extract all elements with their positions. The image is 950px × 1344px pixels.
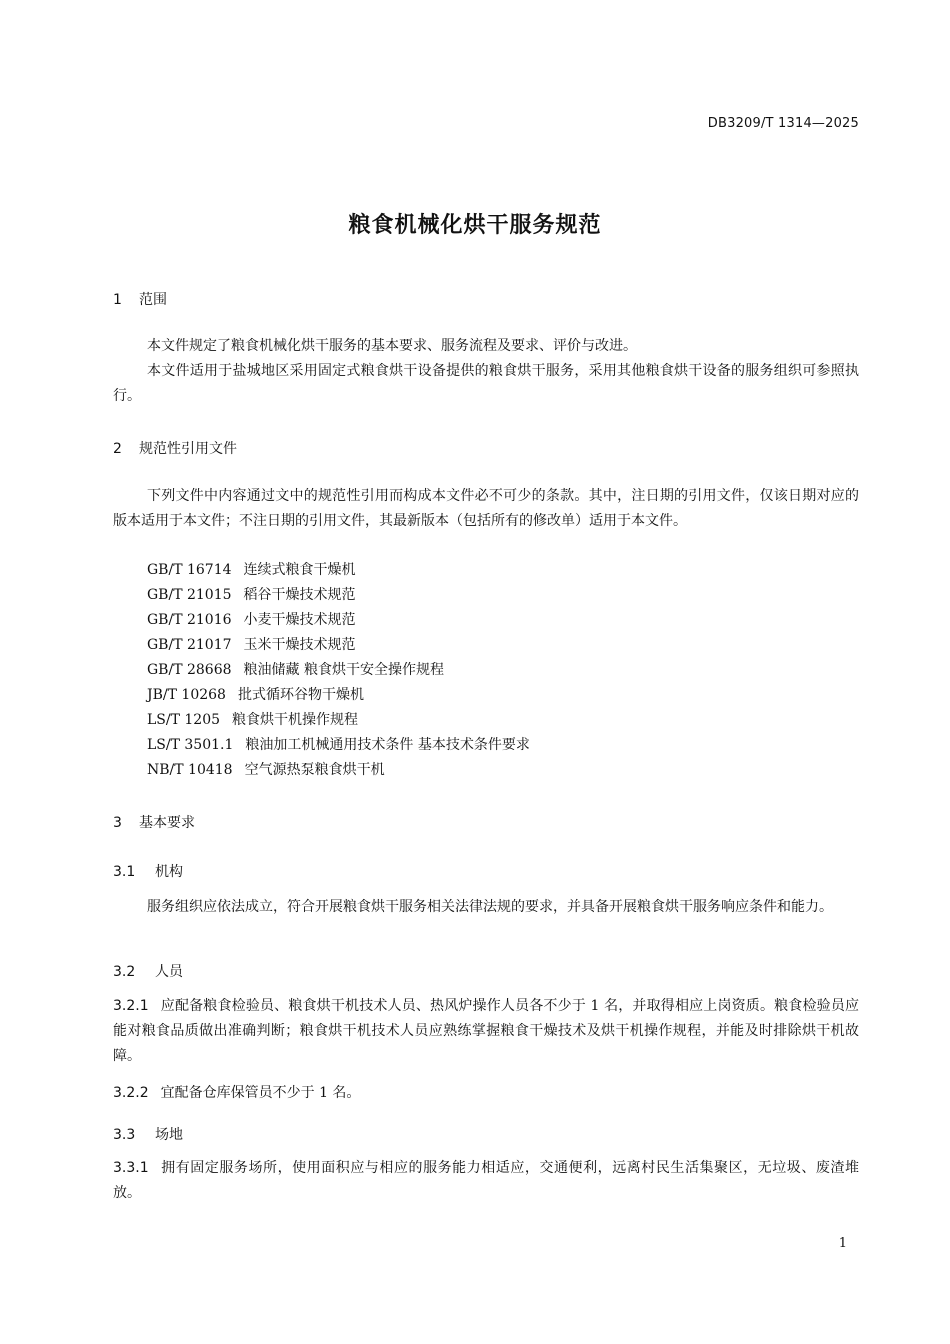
reference-item xyxy=(147,733,530,758)
standard-code: DB3209/T 1314—2025 xyxy=(707,116,859,131)
reference-name: 空气源热泵粮食烘干机 xyxy=(244,762,385,778)
clause-number: 3.2.1 xyxy=(113,998,149,1014)
clause-text: 拥有固定服务场所，使用面积应与相应的服务能力相适应，交通便利，远离村民生活集聚区，无垃圾、废渣堆放。 xyxy=(113,1160,859,1201)
reference-item xyxy=(147,633,530,658)
clause-text: 宜配备仓库保管员不少于 1 名。 xyxy=(160,1085,361,1101)
reference-code: GB/T 21017 xyxy=(147,637,232,653)
reference-code: GB/T 21016 xyxy=(147,612,232,628)
reference-code: GB/T 28668 xyxy=(147,662,232,678)
reference-name: 连续式粮食干燥机 xyxy=(243,562,356,578)
clause-number: 3.2.2 xyxy=(113,1085,149,1101)
reference-item xyxy=(147,683,530,708)
reference-item xyxy=(147,608,530,633)
reference-item xyxy=(147,708,530,733)
section-1-paragraph-2: 本文件适用于盐城地区采用固定式粮食烘干设备提供的粮食烘干服务，采用其他粮食烘干设备的服务组织可参照执行。 xyxy=(113,363,859,404)
section-title: 规范性引用文件 xyxy=(139,441,237,457)
reference-code: NB/T 10418 xyxy=(147,762,233,778)
clause-3-2-2 xyxy=(113,1081,859,1106)
section-2-paragraph-1: 下列文件中内容通过文中的规范性引用而构成本文件必不可少的条款。其中，注日期的引用文件，仅该日期对应的版本适用于本文件；不注日期的引用文件，其最新版本（包括所有的修改单）适用于本文件。 xyxy=(113,488,859,529)
section-3-heading xyxy=(113,812,195,832)
document-title: 粮食机械化烘干服务规范 xyxy=(348,213,602,238)
section-1-heading xyxy=(113,289,167,309)
subsection-title: 场地 xyxy=(155,1127,183,1143)
reference-code: LS/T 1205 xyxy=(147,712,221,728)
clause-number: 3.3.1 xyxy=(113,1160,149,1176)
reference-code: GB/T 21015 xyxy=(147,587,232,603)
clause-3-2-1 xyxy=(113,994,859,1069)
section-2-heading xyxy=(113,438,237,458)
reference-name: 玉米干燥技术规范 xyxy=(243,637,356,653)
subsection-3-1-heading xyxy=(113,861,183,881)
reference-item xyxy=(147,758,530,783)
subsection-number: 3.2 xyxy=(113,964,136,980)
reference-name: 粮食烘干机操作规程 xyxy=(232,712,359,728)
reference-name: 粮油加工机械通用技术条件 基本技术条件要求 xyxy=(245,737,530,753)
subsection-title: 人员 xyxy=(155,964,183,980)
reference-item xyxy=(147,558,530,583)
clause-text: 应配备粮食检验员、粮食烘干机技术人员、热风炉操作人员各不少于 1 名，并取得相应上岗资质。粮食检验员应能对粮食品质做出准确判断；粮食烘干机技术人员应熟练掌握粮食干燥技术及烘干机操作规程，并能及时排除烘干机故障。 xyxy=(113,998,859,1064)
section-number: 3 xyxy=(113,815,122,831)
clause-3-3-1 xyxy=(113,1156,859,1206)
section-number: 2 xyxy=(113,441,122,457)
reference-name: 批式循环谷物干燥机 xyxy=(237,687,364,703)
section-number: 1 xyxy=(113,292,122,308)
reference-item xyxy=(147,583,530,608)
reference-item xyxy=(147,658,530,683)
reference-name: 稻谷干燥技术规范 xyxy=(243,587,356,603)
reference-code: LS/T 3501.1 xyxy=(147,737,234,753)
reference-name: 小麦干燥技术规范 xyxy=(243,612,356,628)
page-number: 1 xyxy=(838,1236,847,1251)
subsection-number: 3.1 xyxy=(113,864,136,880)
reference-name: 粮油储藏 粮食烘干安全操作规程 xyxy=(243,662,444,678)
reference-code: JB/T 10268 xyxy=(147,687,226,703)
normative-references-list xyxy=(147,558,530,783)
subsection-number: 3.3 xyxy=(113,1127,136,1143)
subsection-title: 机构 xyxy=(155,864,183,880)
section-title: 范围 xyxy=(139,292,167,308)
subsection-3-2-heading xyxy=(113,961,183,981)
section-title: 基本要求 xyxy=(139,815,195,831)
subsection-3-1-paragraph: 服务组织应依法成立，符合开展粮食烘干服务相关法律法规的要求，并具备开展粮食烘干服务响应条件和能力。 xyxy=(147,899,833,915)
section-1-paragraph-1: 本文件规定了粮食机械化烘干服务的基本要求、服务流程及要求、评价与改进。 xyxy=(147,338,637,354)
reference-code: GB/T 16714 xyxy=(147,562,232,578)
subsection-3-3-heading xyxy=(113,1124,183,1144)
